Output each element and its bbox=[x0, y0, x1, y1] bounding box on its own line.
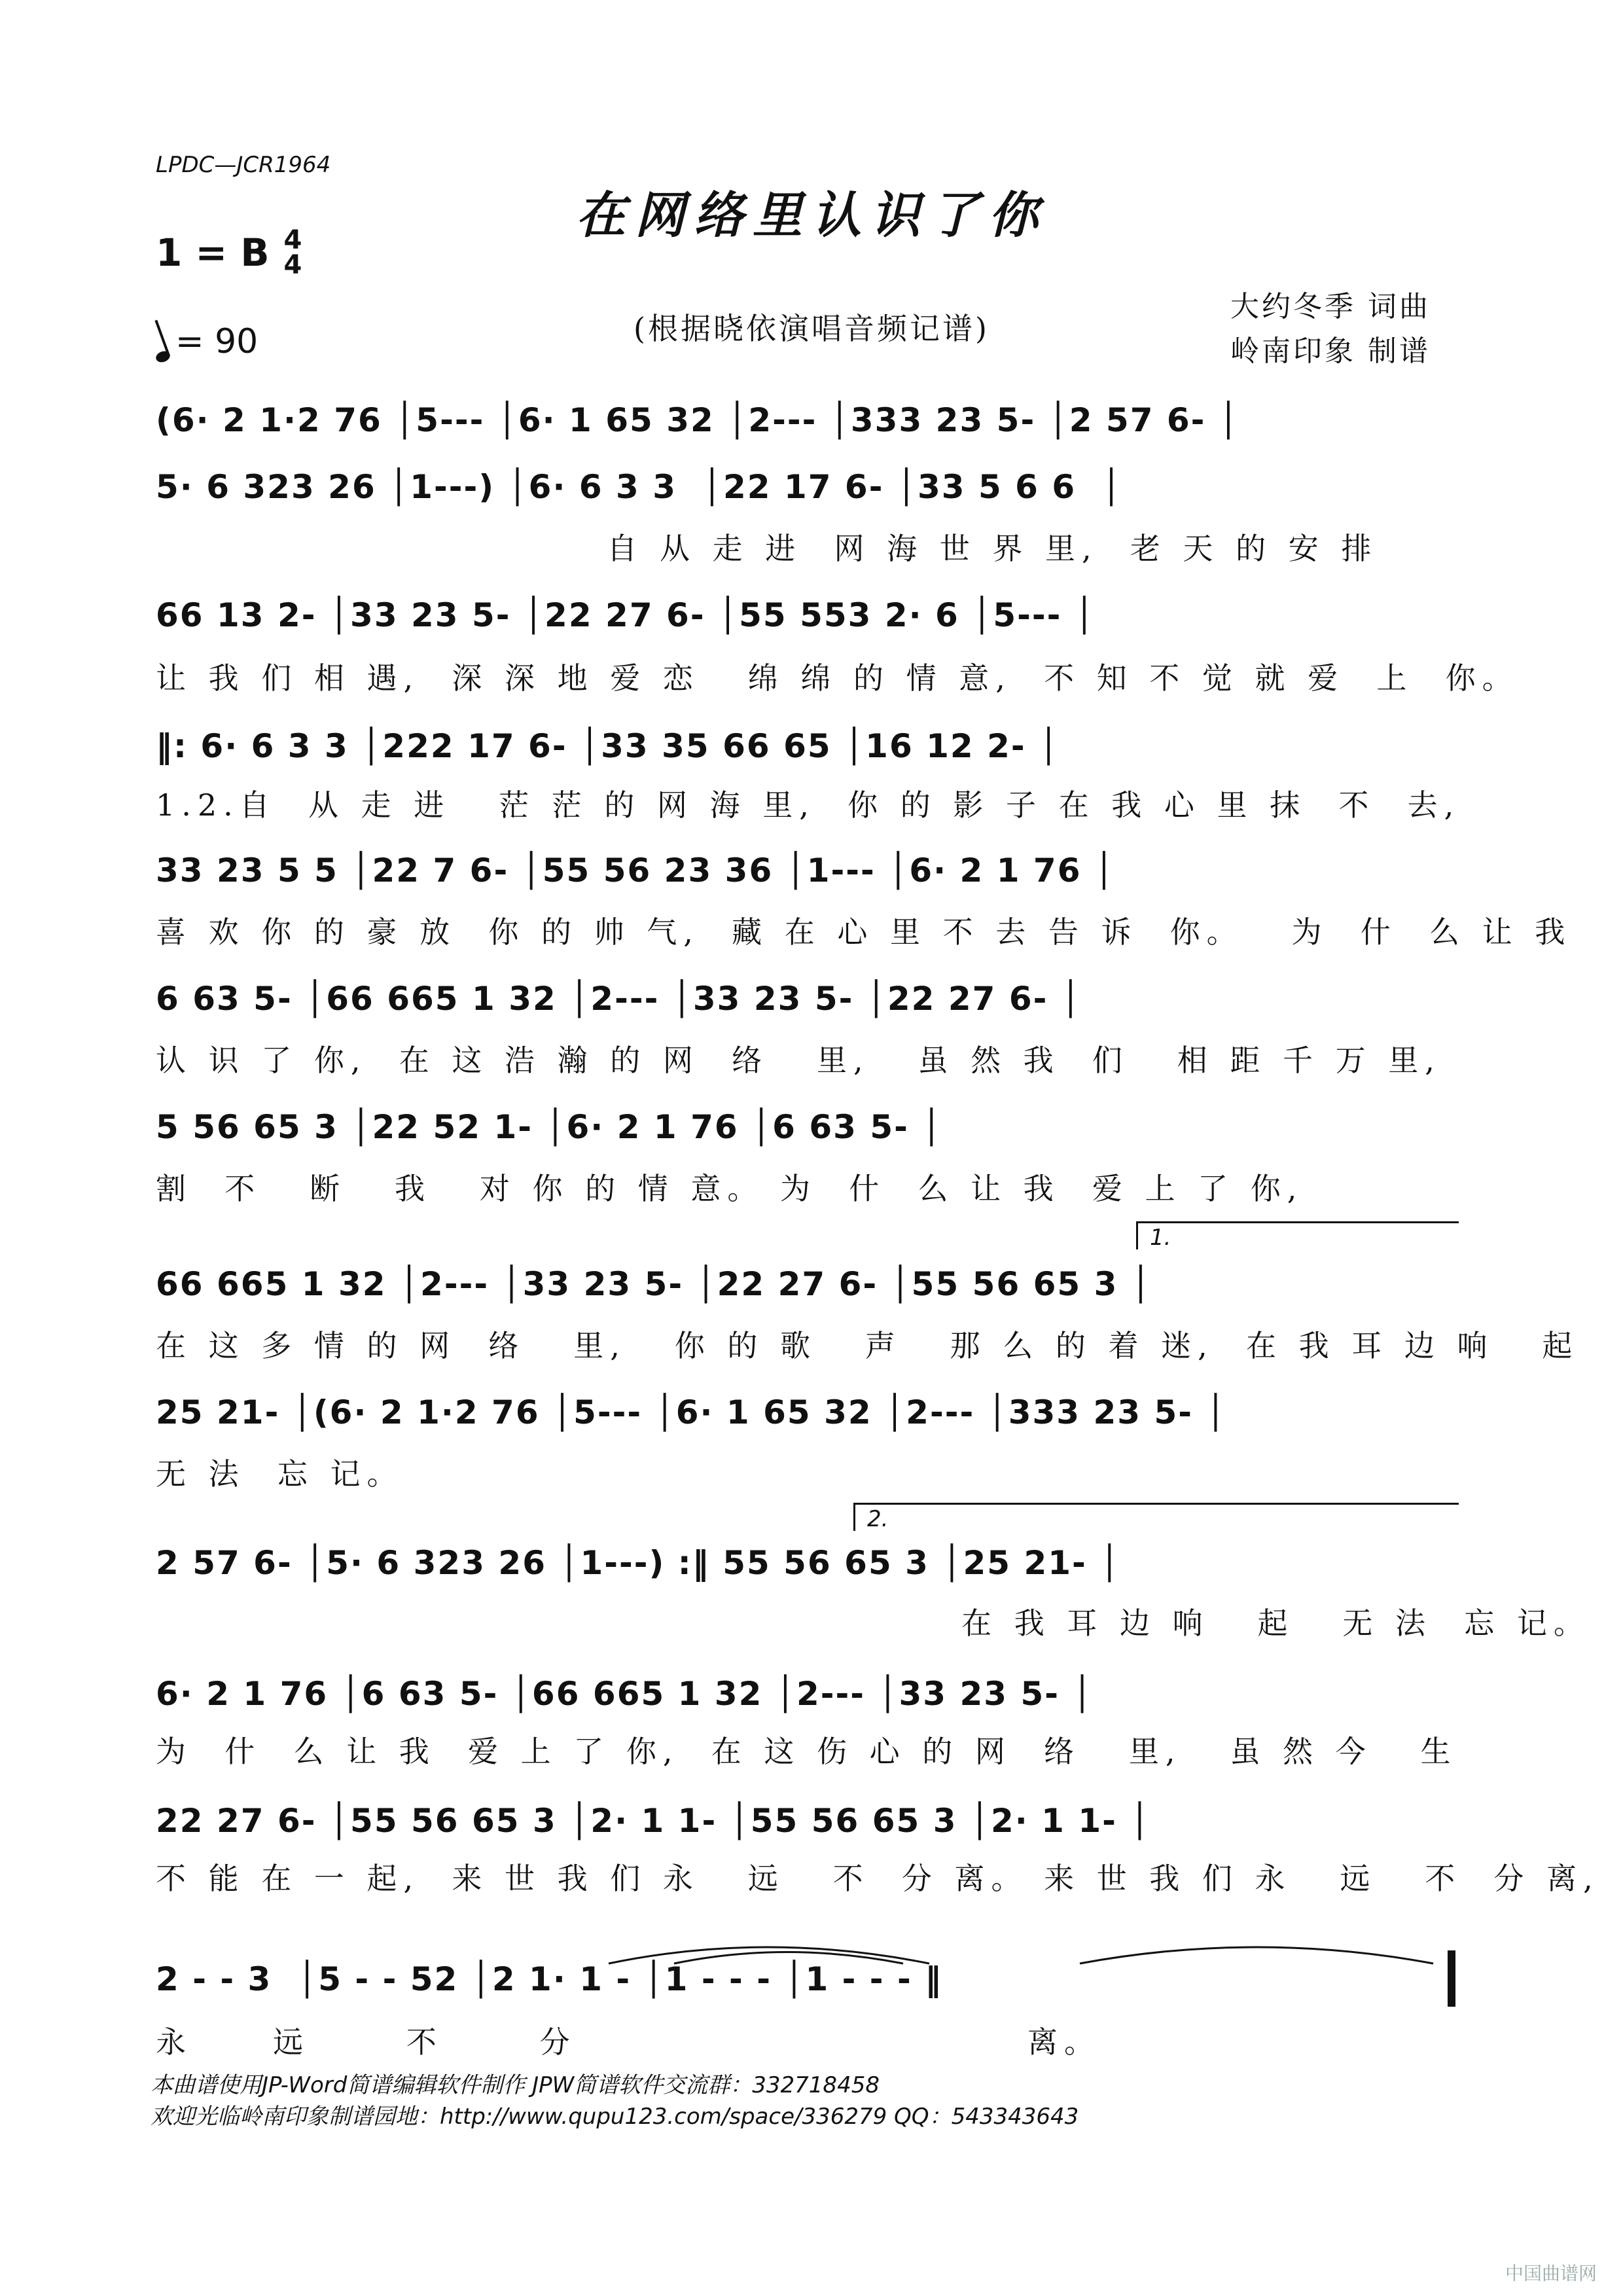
lyrics-row: 让 我 们 相 遇, 深 深 地 爱 恋 绵 绵 的 情 意, 不 知 不 觉 就 爱 上 你。 bbox=[156, 660, 1519, 696]
watermark-logo: 中国曲谱网 bbox=[1505, 2263, 1597, 2284]
notation-row: ‖: 6· 6 3 3 │222 17 6- │33 35 66 65 │16 12 2- │ bbox=[156, 727, 1060, 765]
lyrics-row: 不 能 在 一 起, 来 世 我 们 永 远 不 分 离。 来 世 我 们 永 远 不 分 离, bbox=[156, 1861, 1599, 1896]
tempo-value: = 90 bbox=[175, 322, 259, 361]
tie-arc-path bbox=[1080, 1947, 1433, 1964]
notation-row: 6· 2 1 76 │6 63 5- │66 665 1 32 │2--- │33 23 5- │ bbox=[156, 1675, 1094, 1713]
slur-arcs bbox=[602, 1931, 942, 1970]
lyrics-row: 无 法 忘 记。 bbox=[156, 1456, 404, 1492]
lyrics-row: 1.2.自 从 走 进 茫 茫 的 网 海 里, 你 的 影 子 在 我 心 里 抹 不 去, bbox=[156, 787, 1461, 823]
final-barline bbox=[1448, 1950, 1455, 2007]
second-ending-bracket bbox=[853, 1503, 1459, 1531]
second-ending-label: 2. bbox=[867, 1506, 889, 1532]
notation-row: 5 56 65 3 │22 52 1- │6· 2 1 76 │6 63 5- │ bbox=[156, 1108, 943, 1146]
footer-software-note: 本曲谱使用JP-Word简谱编辑软件制作 JPW简谱软件交流群：332718458 bbox=[151, 2072, 880, 2098]
notation-row: 25 21- │(6· 2 1·2 76 │5--- │6· 1 65 32 │2--- │333 23 5- │ bbox=[156, 1393, 1227, 1431]
time-signature bbox=[283, 225, 302, 280]
notation-row: 6 63 5- │66 665 1 32 │2--- │33 23 5- │22 27 6- │ bbox=[156, 980, 1082, 1018]
slur-arc bbox=[609, 1947, 929, 1964]
credit-score: 岭南印象 制谱 bbox=[1230, 334, 1431, 368]
lyrics-row: 在 这 多 情 的 网 络 里, 你 的 歌 声 那 么 的 着 迷, 在 我 耳 边 响 起 bbox=[156, 1328, 1579, 1363]
notation-row: 2 57 6- │5· 6 323 26 │1---) :‖ 55 56 65 3 │25 21- │ bbox=[156, 1544, 1121, 1582]
lyrics-row: 自 从 走 进 网 海 世 界 里, 老 天 的 安 排 bbox=[156, 531, 1378, 566]
credit-lyrics-music: 大约冬季 词曲 bbox=[1230, 290, 1431, 323]
notation-row: 33 23 5 5 │22 7 6- │55 56 23 36 │1--- │6· 2 1 76 │ bbox=[156, 852, 1115, 889]
subtitle: (根据晓依演唱音频记谱) bbox=[633, 311, 990, 346]
lyrics-row: 喜 欢 你 的 豪 放 你 的 帅 气, 藏 在 心 里 不 去 告 诉 你。 为 什 么 让 我 bbox=[156, 914, 1572, 950]
lyrics-row: 割 不 断 我 对 你 的 情 意。 为 什 么 让 我 爱 上 了 你, bbox=[156, 1171, 1304, 1206]
footer-site-note: 欢迎光临岭南印象制谱园地：http://www.qupu123.com/space/336279 QQ：543343643 bbox=[151, 2104, 1079, 2130]
tie-arc bbox=[1073, 1931, 1440, 1970]
notation-row: 66 665 1 32 │2--- │33 23 5- │22 27 6- │55 56 65 3 │ bbox=[156, 1265, 1152, 1303]
first-ending-label: 1. bbox=[1150, 1225, 1171, 1251]
notation-row: (6· 2 1·2 76 │5--- │6· 1 65 32 │2--- │333 23 5- │2 57 6- │ bbox=[156, 401, 1240, 439]
notation-row: 5· 6 323 26 │1---) │6· 6 3 3 │22 17 6- │33 5 6 6 │ bbox=[156, 468, 1123, 506]
song-title: 在网络里认识了你 bbox=[576, 186, 1047, 244]
lyrics-row: 为 什 么 让 我 爱 上 了 你, 在 这 伤 心 的 网 络 里, 虽 然 今 生 bbox=[156, 1734, 1457, 1769]
lyrics-row: 认 识 了 你, 在 这 浩 瀚 的 网 络 里, 虽 然 我 们 相 距 千 万 里, bbox=[156, 1043, 1441, 1078]
lyrics-row: 在 我 耳 边 响 起 无 法 忘 记。 bbox=[156, 1605, 1590, 1641]
first-ending-bracket bbox=[1136, 1221, 1459, 1249]
key-label: 1 = B bbox=[156, 230, 270, 275]
quarter-note-icon bbox=[154, 350, 171, 365]
score-code: LPDC—JCR1964 bbox=[156, 152, 331, 178]
notation-row: 66 13 2- │33 23 5- │22 27 6- │55 553 2· 6 │5--- │ bbox=[156, 596, 1096, 634]
notation-row: 22 27 6- │55 56 65 3 │2· 1 1- │55 56 65 3 │2· 1 1- │ bbox=[156, 1802, 1151, 1840]
key-signature bbox=[156, 225, 302, 280]
time-bottom: 4 bbox=[283, 250, 302, 280]
time-top: 4 bbox=[283, 225, 302, 255]
lyrics-row: 永 远 不 分 离。 bbox=[156, 2024, 1101, 2060]
notation-row: 2 - - 3 │5 - - 52 │2 1· 1 - │1 - - - │1 - - - ‖ bbox=[156, 1960, 943, 1998]
